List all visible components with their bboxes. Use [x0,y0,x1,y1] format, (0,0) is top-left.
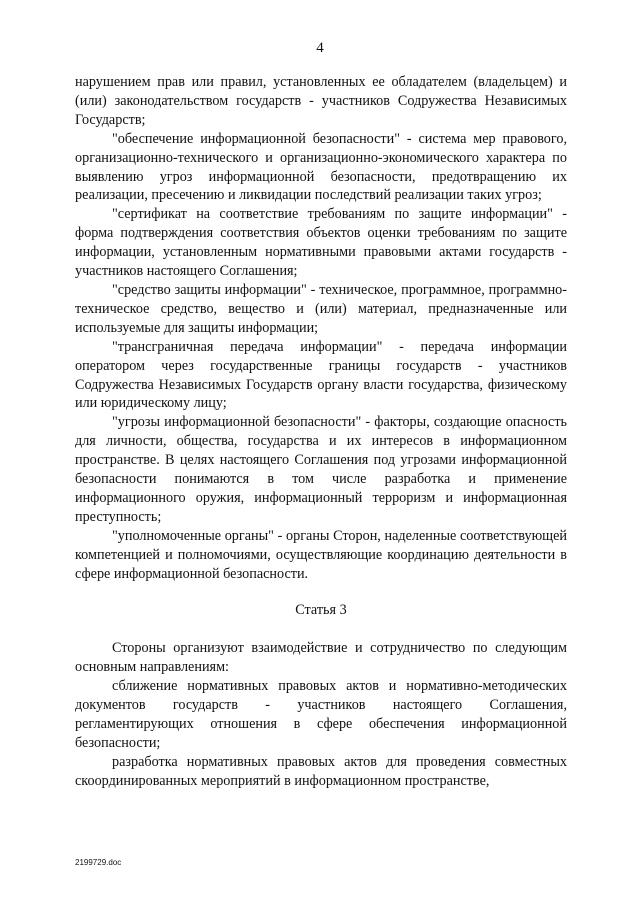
page-number: 4 [316,40,324,56]
document-body [75,73,567,791]
paragraph: "угрозы информационной безопасности" - факторы, создающие опасность для личности, общества, государства и их интересов в информационном пространстве. В целях настоящего Соглашения под угрозами информационной безопасности понимаются в том числе разработка и применение информационного оружия, информационный терроризм и информационная преступность; [75,414,567,525]
paragraph: "средство защиты информации" - техническое, программное, программно-техническое средство, вещество и (или) материал, предназначенные или используемые для защиты информации; [75,281,567,336]
paragraph: разработка нормативных правовых актов для проведения совместных скоординированных мероприятий в информационном пространстве, [75,753,567,789]
paragraph: сближение нормативных правовых актов и нормативно-методических документов государств - участников настоящего Соглашения, регламентирующих отношения в сфере обеспечения информационной безопасности; [75,678,567,751]
paragraph: Стороны организуют взаимодействие и сотрудничество по следующим основным направлениям: [75,640,567,676]
paragraph: "трансграничная передача информации" - передача информации оператором через государственные границы государств - участников Содружества Независимых Государств органу власти государства, физическому или юридическому лицу; [75,338,567,412]
paragraph: "уполномоченные органы" - органы Сторон, наделенные соответствующей компетенцией и полномочиями, осуществляющие координацию деятельности в сфере информационной безопасности. [75,527,567,582]
paragraph: нарушением прав или правил, установленных ее обладателем (владельцем) и (или) законодательством государств - участников Содружества Независимых Государств; [75,74,567,128]
paragraph: "сертификат на соответствие требованиям по защите информации" - форма подтверждения соответствия объектов оценки требованиям по защите информации, установленным нормативными правовыми актами государств - участников настоящего Соглашения; [75,206,567,280]
paragraph: "обеспечение информационной безопасности" - система мер правового, организационно-технического и организационно-экономического характера по выявлению угроз информационной безопасности, предотвращению их реализации, пресечению и ликвидации последствий реализации таких угроз; [75,130,567,204]
document-filename: 2199729.doc [75,858,122,867]
article-heading: Статья 3 [295,602,347,619]
